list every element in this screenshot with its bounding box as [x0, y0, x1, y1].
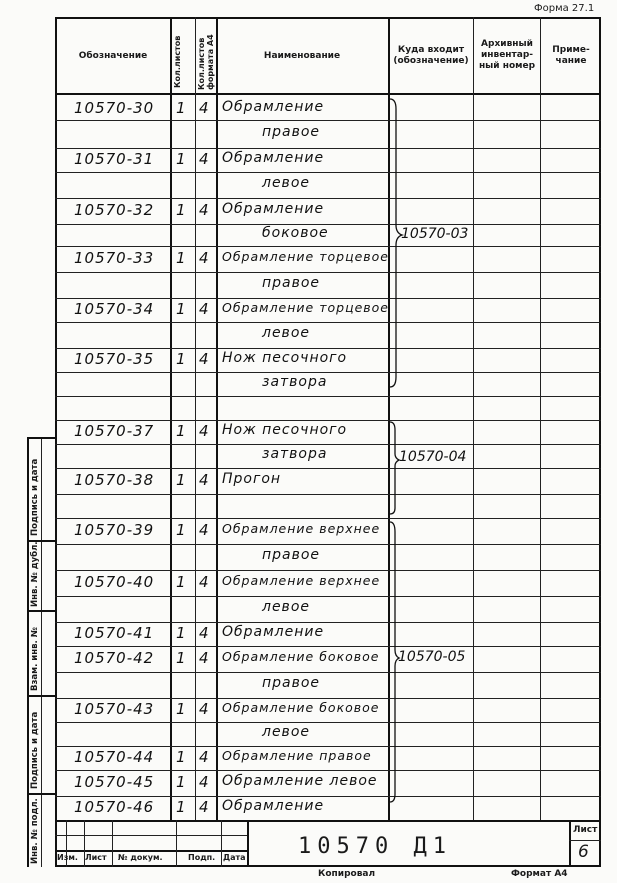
row-sheets: 1 [176, 573, 186, 591]
row-divider [55, 298, 601, 299]
included-group-1: 10570-03 [401, 226, 469, 242]
row-name: Прогон [222, 471, 282, 487]
row-sheets: 1 [176, 748, 186, 766]
row-name: Обрамление торцевое [222, 300, 389, 315]
row-name: правое [262, 675, 321, 691]
header-note: Приме-чание [552, 45, 590, 66]
row-format: 4 [199, 471, 209, 489]
row-divider [55, 596, 601, 597]
row-name: левое [262, 325, 310, 341]
bracket-group-1 [386, 95, 416, 395]
row-name: Обрамление боковое [222, 649, 380, 664]
row-format: 4 [199, 649, 209, 667]
row-designation: 10570-34 [74, 300, 155, 318]
tb-col-4 [176, 820, 177, 867]
row-name: боковое [262, 225, 329, 241]
side-sep-3 [27, 695, 55, 697]
row-sheets: 1 [176, 300, 186, 318]
row-sheets: 1 [176, 624, 186, 642]
row-sheets: 1 [176, 150, 186, 168]
row-name: правое [262, 547, 321, 563]
tb-sheet-divider [569, 840, 601, 841]
row-sheets: 1 [176, 649, 186, 667]
row-designation: 10570-35 [74, 350, 155, 368]
header-designation: Обозначение [78, 51, 148, 61]
tb-col-5 [221, 820, 222, 867]
row-designation: 10570-37 [74, 422, 155, 440]
row-divider [55, 796, 601, 797]
row-name: правое [262, 275, 321, 291]
row-divider [55, 272, 601, 273]
row-name: Обрамление [222, 798, 325, 814]
row-divider [55, 722, 601, 723]
row-divider [55, 622, 601, 623]
row-sheets: 1 [176, 521, 186, 539]
row-divider [55, 420, 601, 421]
row-divider [55, 672, 601, 673]
row-divider [55, 746, 601, 747]
row-divider [55, 148, 601, 149]
included-group-3: 10570-05 [398, 649, 466, 665]
row-name: Обрамление [222, 624, 325, 640]
row-format: 4 [199, 798, 209, 816]
row-name: левое [262, 724, 310, 740]
side-sep-0 [27, 437, 55, 439]
row-name: левое [262, 175, 310, 191]
row-divider [55, 468, 601, 469]
row-format: 4 [199, 700, 209, 718]
row-format: 4 [199, 150, 209, 168]
col-line-5 [473, 17, 474, 820]
row-name: Обрамление верхнее [222, 573, 381, 588]
row-designation: 10570-31 [74, 150, 155, 168]
col-line-1 [170, 17, 172, 820]
row-divider [55, 570, 601, 571]
row-name: правое [262, 124, 321, 140]
row-sheets: 1 [176, 350, 186, 368]
row-name: Обрамление боковое [222, 700, 380, 715]
row-name: Обрамление торцевое [222, 249, 389, 264]
tb-col-6 [247, 820, 249, 867]
row-name: Нож песочного [222, 422, 348, 438]
header-format-count: Кол.листов формата А4 [197, 34, 215, 90]
row-divider [55, 198, 601, 199]
title-block-top [55, 820, 601, 822]
row-name: Обрамление верхнее [222, 521, 381, 536]
form-label: Форма 27.1 [534, 3, 595, 14]
row-name: затвора [262, 446, 328, 462]
row-divider [55, 348, 601, 349]
side-inv-dubl: Инв. № дубл. [30, 541, 40, 607]
row-sheets: 1 [176, 773, 186, 791]
row-name: Обрамление левое [222, 773, 378, 789]
tb-doc: № докум. [118, 853, 163, 862]
tb-date: Дата [223, 853, 246, 862]
row-sheets: 1 [176, 99, 186, 117]
row-format: 4 [199, 350, 209, 368]
footer-copied: Копировал [318, 869, 376, 879]
row-divider [55, 396, 601, 397]
side-sign-date-bottom: Подпись и дата [30, 711, 40, 789]
row-name: затвора [262, 374, 328, 390]
tb-sheet-no: 6 [578, 842, 589, 862]
row-designation: 10570-42 [74, 649, 155, 667]
row-format: 4 [199, 201, 209, 219]
tb-izm: Изм. [57, 853, 78, 862]
header-included-in: Куда входит (обозначение) [393, 45, 469, 66]
side-inv-podl: Инв. № подл. [30, 798, 40, 864]
row-name: Обрамление [222, 99, 325, 115]
row-divider [55, 372, 601, 373]
row-divider [55, 322, 601, 323]
row-format: 4 [199, 300, 209, 318]
row-designation: 10570-40 [74, 573, 155, 591]
row-format: 4 [199, 573, 209, 591]
row-designation: 10570-39 [74, 521, 155, 539]
row-format: 4 [199, 624, 209, 642]
row-divider [55, 444, 601, 445]
row-name: Обрамление правое [222, 748, 372, 763]
row-designation: 10570-32 [74, 201, 155, 219]
row-sheets: 1 [176, 201, 186, 219]
row-designation: 10570-30 [74, 99, 155, 117]
row-divider [55, 646, 601, 647]
row-divider [55, 518, 601, 519]
row-name: Обрамление [222, 150, 325, 166]
row-designation: 10570-46 [74, 798, 155, 816]
side-vzam-inv: Взам. инв. № [30, 627, 40, 691]
row-format: 4 [199, 521, 209, 539]
tb-sheet-label: Лист [573, 825, 598, 835]
side-column-mid-line [41, 437, 42, 867]
row-designation: 10570-38 [74, 471, 155, 489]
row-divider [55, 770, 601, 771]
header-divider [55, 93, 601, 95]
row-format: 4 [199, 422, 209, 440]
footer-format: Формат А4 [511, 869, 568, 879]
tb-sign: Подп. [188, 853, 216, 862]
row-sheets: 1 [176, 422, 186, 440]
header-sheet-count: Кол.листов [173, 35, 182, 88]
row-divider [55, 698, 601, 699]
row-name: левое [262, 599, 310, 615]
row-divider [55, 544, 601, 545]
side-sign-date-top: Подпись и дата [30, 458, 40, 536]
row-sheets: 1 [176, 798, 186, 816]
row-sheets: 1 [176, 700, 186, 718]
row-divider [55, 120, 601, 121]
row-divider [55, 172, 601, 173]
side-sep-2 [27, 610, 55, 612]
row-name: Нож песочного [222, 350, 348, 366]
row-designation: 10570-41 [74, 624, 155, 642]
header-name: Наименование [263, 51, 341, 61]
row-divider [55, 494, 601, 495]
tb-col-7 [569, 820, 571, 867]
side-sep-4 [27, 793, 55, 795]
row-designation: 10570-43 [74, 700, 155, 718]
row-sheets: 1 [176, 249, 186, 267]
col-line-2 [195, 17, 196, 820]
col-line-6 [540, 17, 541, 820]
row-designation: 10570-44 [74, 748, 155, 766]
row-format: 4 [199, 748, 209, 766]
side-column-left-line [27, 437, 29, 867]
header-archive-no: Архивный инвентар-ный номер [478, 39, 536, 71]
row-format: 4 [199, 773, 209, 791]
row-designation: 10570-33 [74, 249, 155, 267]
row-format: 4 [199, 249, 209, 267]
tb-list: Лист [85, 853, 107, 862]
included-group-2: 10570-04 [399, 449, 467, 465]
bracket-group-2 [386, 418, 406, 518]
row-designation: 10570-45 [74, 773, 155, 791]
tb-code: 10570 Д1 [298, 834, 452, 859]
row-name: Обрамление [222, 201, 325, 217]
col-line-3 [216, 17, 218, 820]
row-format: 4 [199, 99, 209, 117]
table-frame [55, 17, 601, 867]
row-sheets: 1 [176, 471, 186, 489]
tb-col-3 [112, 820, 113, 867]
row-divider [55, 246, 601, 247]
